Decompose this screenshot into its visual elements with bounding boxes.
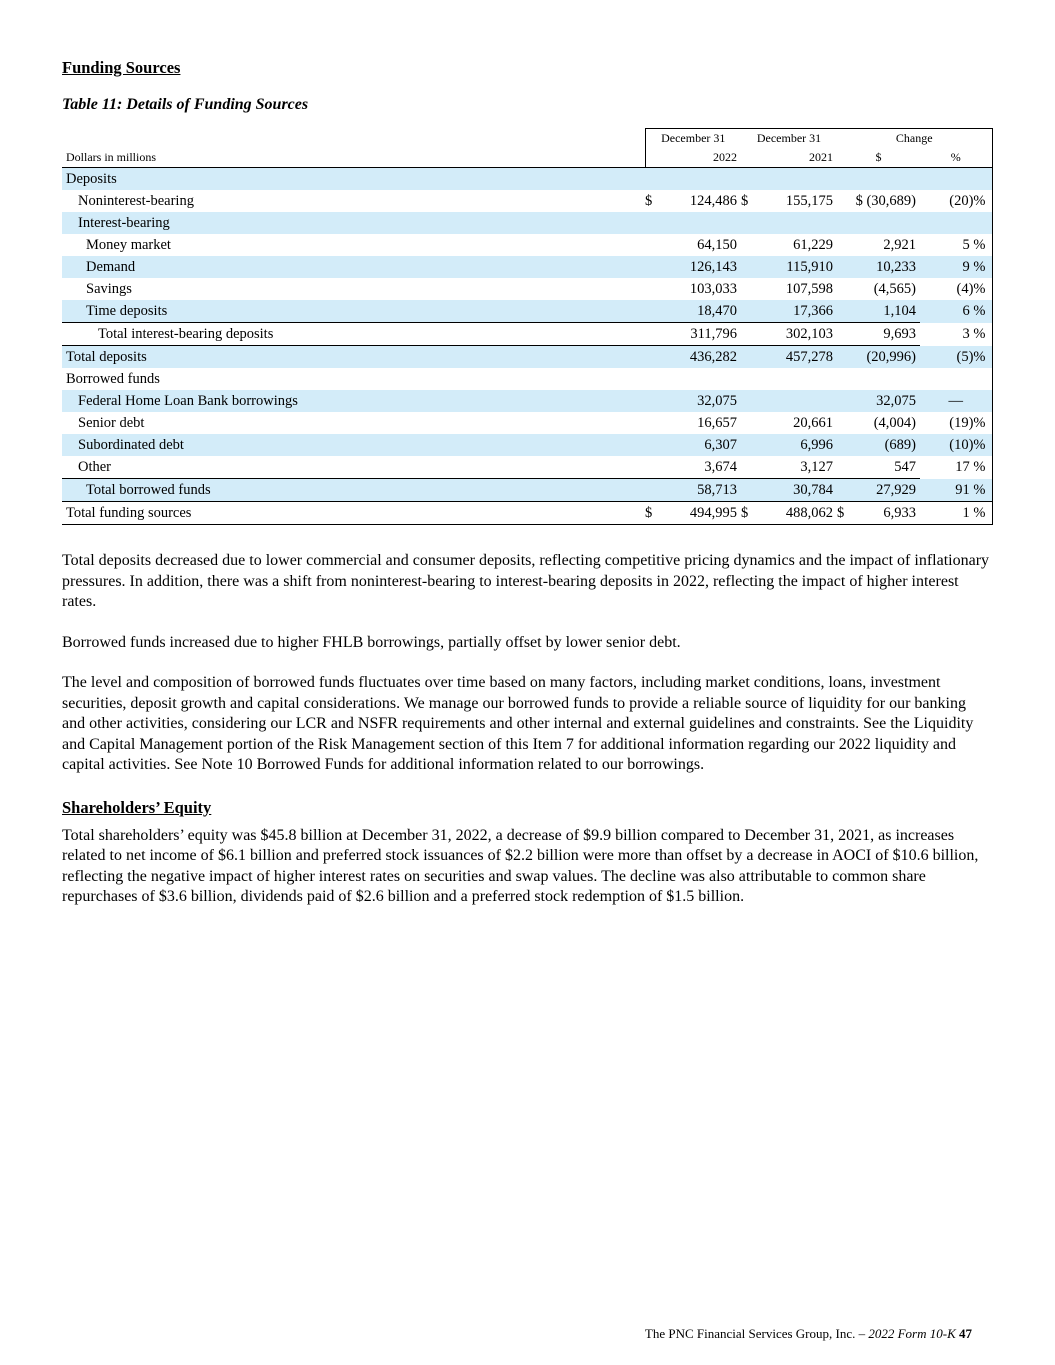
col-2021-header: 2021 [741,148,837,168]
row-label: Deposits [62,168,645,191]
table-row: Savings 103,033 107,598 (4,565) (4)% [62,278,992,300]
funding-sources-table [62,128,993,525]
units-label: Dollars in millions [62,148,645,168]
table-row: Subordinated debt 6,307 6,996 (689) (10)% [62,434,992,456]
row-label: Total borrowed funds [62,479,645,502]
row-label: Subordinated debt [62,434,645,456]
table-row: Money market 64,150 61,229 2,921 5 % [62,234,992,256]
col-2022-header-top: December 31 [645,129,741,149]
table-row: Demand 126,143 115,910 10,233 9 % [62,256,992,278]
table-row: Total borrowed funds 58,713 30,784 27,929 91 % [62,479,992,502]
row-label: Savings [86,281,132,297]
table-row: Time deposits 18,470 17,366 1,104 6 % [62,300,992,323]
footer-company: The PNC Financial Services Group, Inc. – [644,1326,869,1341]
table-row: Noninterest-bearing $ 124,486 $ 155,175 $ (30,689) (20)% [62,190,992,212]
change-dollar-header: $ [837,148,920,168]
document-page [62,58,992,908]
paragraph-borrowed-funds: Borrowed funds increased due to higher FHLB borrowings, partially offset by lower senior debt. [62,633,681,651]
row-label: Total deposits [62,346,645,369]
table-row: Total interest-bearing deposits 311,796 302,103 9,693 3 % [62,323,992,346]
funding-sources-heading: Funding Sources [62,58,181,77]
col-2022-header: 2022 [645,148,741,168]
row-label: Borrowed funds [66,371,160,387]
header-row-top [62,129,992,149]
paragraph-deposits: Total deposits decreased due to lower commercial and consumer deposits, reflecting competitive pricing dynamics and the impact of inflationary pressures. In addition, there was a shift from noninterest-bearing to interest-bearing deposits in 2022, reflecting the impact of higher interest rates. [62,552,990,610]
page-number: 47 [959,1326,972,1341]
change-header: Change [837,129,992,149]
table-row [62,168,992,191]
row-label: Total interest-bearing deposits [62,323,645,346]
change-pct-header: % [920,148,992,168]
row-label: Senior debt [78,415,145,431]
row-label: Federal Home Loan Bank borrowings [62,390,645,412]
page-footer [645,1326,972,1342]
table-row: Federal Home Loan Bank borrowings 32,075 32,075 — [62,390,992,412]
table-row: Total funding sources $ 494,995 $ 488,062 $ 6,933 1 % [62,502,992,525]
table-row: Other 3,674 3,127 547 17 % [62,456,992,479]
shareholders-equity-heading: Shareholders’ Equity [62,797,212,817]
row-label: Noninterest-bearing [78,193,194,209]
header-row-bottom [62,148,992,168]
row-label: Other [62,456,645,479]
table-row: Total deposits 436,282 457,278 (20,996) (5)% [62,346,992,369]
col-2021-header-top: December 31 [741,129,837,149]
row-label: Total funding sources [62,502,645,525]
paragraph-borrowed-funds-composition: The level and composition of borrowed funds fluctuates over time based on many factors, including market conditions, loans, investment securities, deposit growth and capital considerations. We manage our borrowed funds to provide a reliable source of liquidity for our banking and other activities, considering our LCR and NSFR requirements and other internal and external guidelines and constraints. See the Liquidity and Capital Management portion of the Risk Management section of this Item 7 for additional information regarding our 2022 liquidity and capital activities. See Note 10 Borrowed Funds for additional information related to our borrowings. [62,674,974,773]
row-label: Money market [86,237,171,253]
row-label: Demand [62,256,645,278]
paragraph-shareholders-equity: Total shareholders’ equity was $45.8 billion at December 31, 2022, a decrease of $9.9 billion compared to December 31, 2021, as increases related to net income of $6.1 billion and preferred stock issuances of $2.2 billion were more than offset by a decrease in AOCI of $10.6 billion, reflecting the negative impact of higher interest rates on securities and swap values. The decline was also attributable to common share repurchases of $3.6 billion, dividends paid of $2.6 billion and a preferred stock redemption of $1.5 billion. [62,826,979,905]
table-title: Table 11: Details of Funding Sources [62,96,309,113]
footer-form: 2022 Form 10-K [868,1326,956,1341]
table-row [62,368,992,390]
row-label: Interest-bearing [62,212,645,234]
row-label: Time deposits [62,300,645,323]
table-row [62,212,992,234]
table-row: Senior debt 16,657 20,661 (4,004) (19)% [62,412,992,434]
